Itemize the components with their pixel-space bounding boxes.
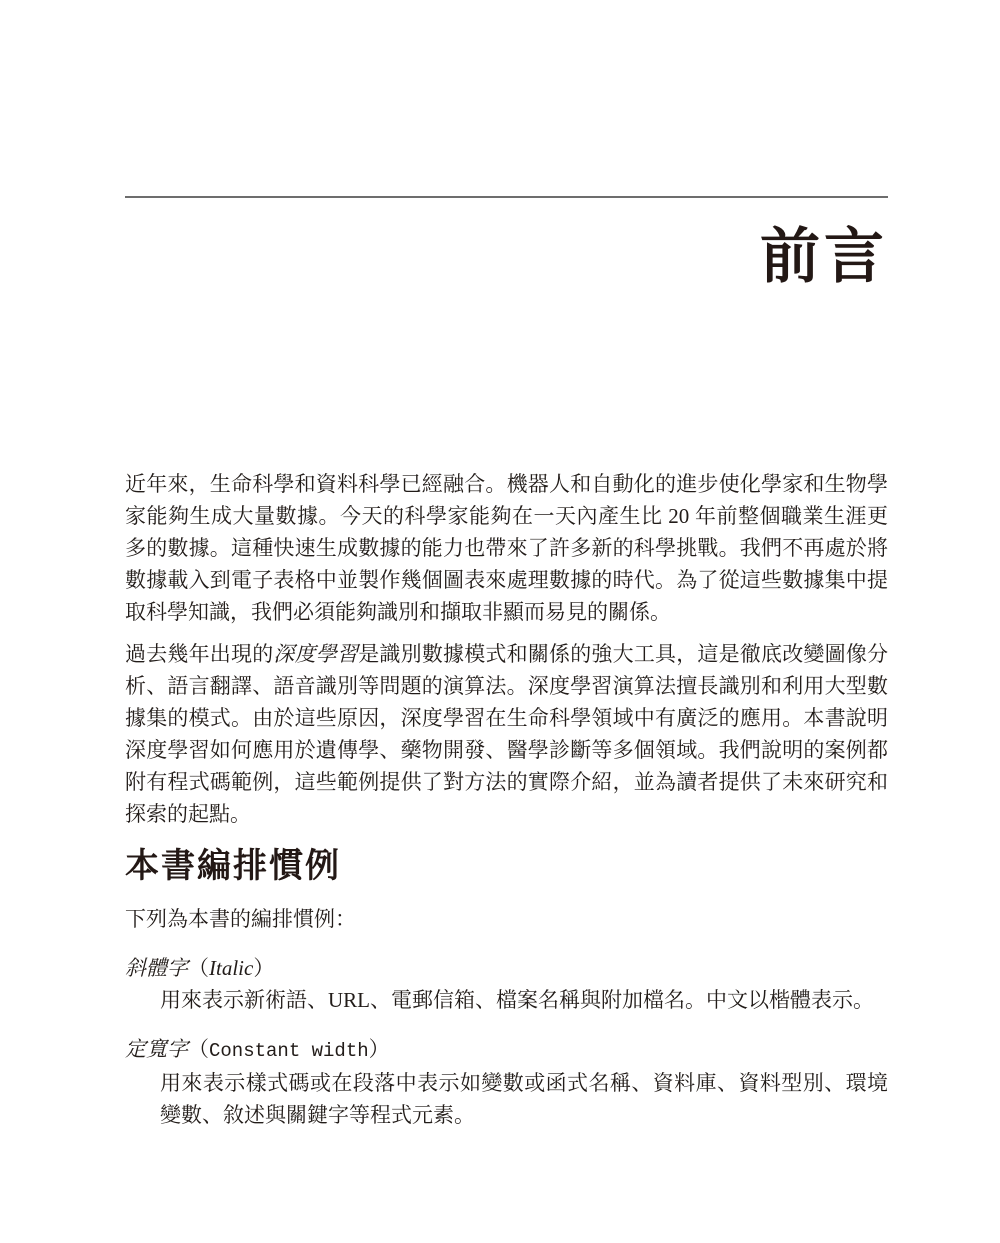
convention-desc-constant-width: 用來表示樣式碼或在段落中表示如變數或函式名稱、資料庫、資料型別、環境變數、敘述與關鍵字等程式元素。 <box>160 1071 888 1127</box>
chapter-top-rule <box>125 196 888 198</box>
conventions-intro: 下列為本書的編排慣例： <box>125 907 356 931</box>
chapter-title: 前言 <box>760 223 888 290</box>
convention-term-italic-zh: 斜體字 <box>125 956 188 980</box>
paragraph-deep-learning-lead: 過去幾年出現的 <box>125 642 274 666</box>
convention-term-italic-paren-close: ） <box>253 956 275 980</box>
convention-term-constant-width-paren-open: （ <box>188 1037 209 1061</box>
paragraph-deep-learning <box>125 638 888 830</box>
convention-term-constant-width-paren-close: ） <box>368 1037 390 1061</box>
paragraph-deep-learning-rest: 是識別數據模式和關係的強大工具，這是徹底改變圖像分析、語言翻譯、語音識別等問題的演算法。深度學習演算法擅長識別和利用大型數據集的模式。由於這些原因，深度學習在生命科學領域中有廣泛的應用。本書說明深度學習如何應用於遺傳學、藥物開發、醫學診斷等多個領域。我們說明的案例都附有程式碼範例，這些範例提供了對方法的實際介紹，並為讀者提供了未來研究和探索的起點。 <box>125 642 889 826</box>
convention-term-italic-paren-open: （ <box>188 956 209 980</box>
convention-term-italic-latin: Italic <box>209 956 254 980</box>
section-heading-conventions: 本書編排慣例 <box>125 847 341 885</box>
convention-desc-italic: 用來表示新術語、URL、電郵信箱、檔案名稱與附加檔名。中文以楷體表示。 <box>160 988 874 1012</box>
convention-term-constant-width-zh: 定寬字 <box>125 1037 188 1061</box>
paragraph-intro: 近年來，生命科學和資料科學已經融合。機器人和自動化的進步使化學家和生物學家能夠生成大量數據。今天的科學家能夠在一天內產生比 20 年前整個職業生涯更多的數據。這種快速生成數據的能力也帶來了許多新的科學挑戰。我們不再處於將數據載入到電子表格中並製作幾個圖表來處理數據的時代。為了從這些數據集中提取科學知識，我們必須能夠識別和擷取非顯而易見的關係。 <box>125 472 888 624</box>
convention-term-italic <box>125 952 888 984</box>
deep-learning-emphasis: 深度學習 <box>273 642 359 666</box>
convention-term-constant-width-latin: Constant width <box>209 1040 369 1062</box>
page-content <box>125 196 888 1131</box>
convention-term-constant-width <box>125 1033 888 1067</box>
